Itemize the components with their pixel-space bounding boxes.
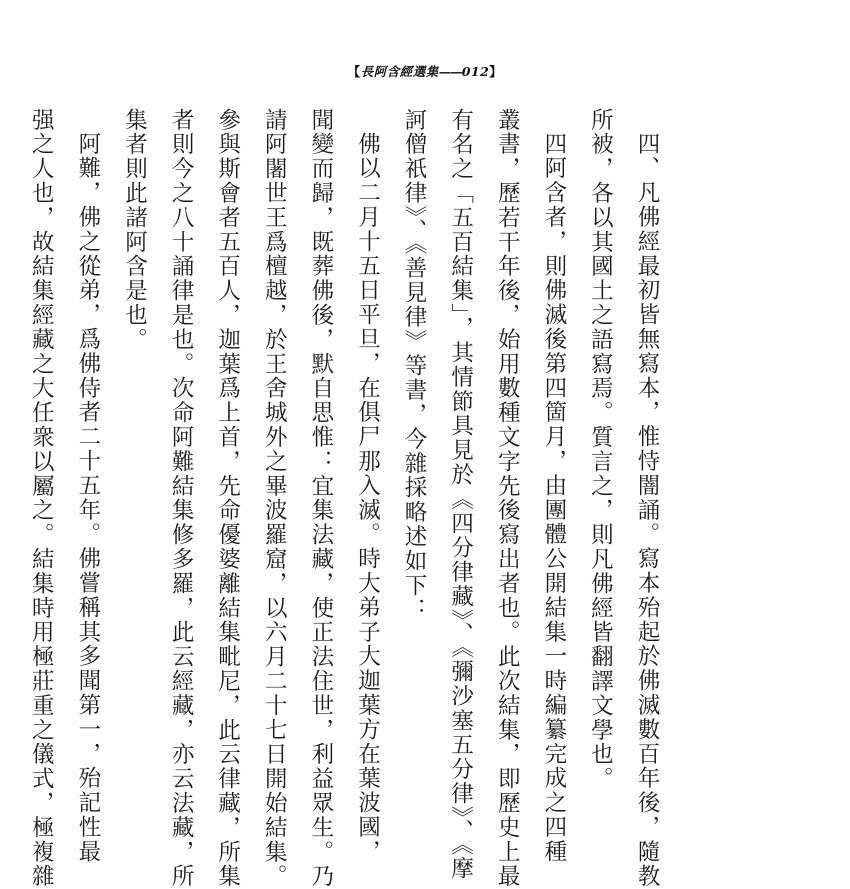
text-column: 四阿含者，則佛滅後第四箇月，由團體公開結集一時編纂完成之四種 xyxy=(540,132,567,865)
text-column: 請阿闍世王爲檀越，於王舍城外之畢波羅窟，以六月二十七日開始結集。 xyxy=(261,108,288,889)
text-column: 訶僧祇律》、《善見律》等書，今雜採略述如下： xyxy=(401,108,428,623)
running-head-rule: —— xyxy=(438,64,462,79)
running-head-title: 長阿含經選集 xyxy=(360,64,439,79)
running-head-open-bracket: 【 xyxy=(347,64,361,79)
text-column: 阿難，佛之從弟，爲佛侍者二十五年。佛嘗稱其多聞第一，殆記性最 xyxy=(74,132,101,865)
text-column: 者則今之八十誦律是也。次命阿難結集修多羅，此云經藏，亦云法藏，所 xyxy=(168,108,195,889)
text-column: 强之人也，故結集經藏之大任衆以屬之。結集時用極莊重之儀式，極複雜 xyxy=(28,108,55,889)
text-column: 叢書，歷若干年後，始用數種文字先後寫出者也。此次結集，即歷史上最 xyxy=(494,108,521,889)
text-column: 參與斯會者五百人，迦葉爲上首，先命優婆離結集毗尼，此云律藏，所集 xyxy=(214,108,241,889)
text-column: 佛以二月十五日平旦，在俱尸那入滅。時大弟子大迦葉方在葉波國， xyxy=(354,132,381,865)
text-column: 集者則此諸阿含是也。 xyxy=(121,108,148,352)
running-head-page-number: 012 xyxy=(461,64,490,79)
text-column: 聞變而歸，既葬佛後，默自思惟：宜集法藏，使正法住世，利益眾生。乃 xyxy=(307,108,334,889)
running-head-close-bracket: 】 xyxy=(489,64,503,79)
running-head xyxy=(0,62,850,80)
text-column: 所被，各以其國土之語寫焉。質言之，則凡佛經皆翻譯文學也。 xyxy=(587,108,614,792)
vertical-text-body xyxy=(28,108,660,889)
text-column: 四、凡佛經最初皆無寫本，惟恃闇誦。寫本殆起於佛滅數百年後，隨教 xyxy=(634,132,660,889)
text-column: 有名之「五百結集」，其情節具見於《四分律藏》、《彌沙塞五分律》、《摩 xyxy=(447,108,474,882)
